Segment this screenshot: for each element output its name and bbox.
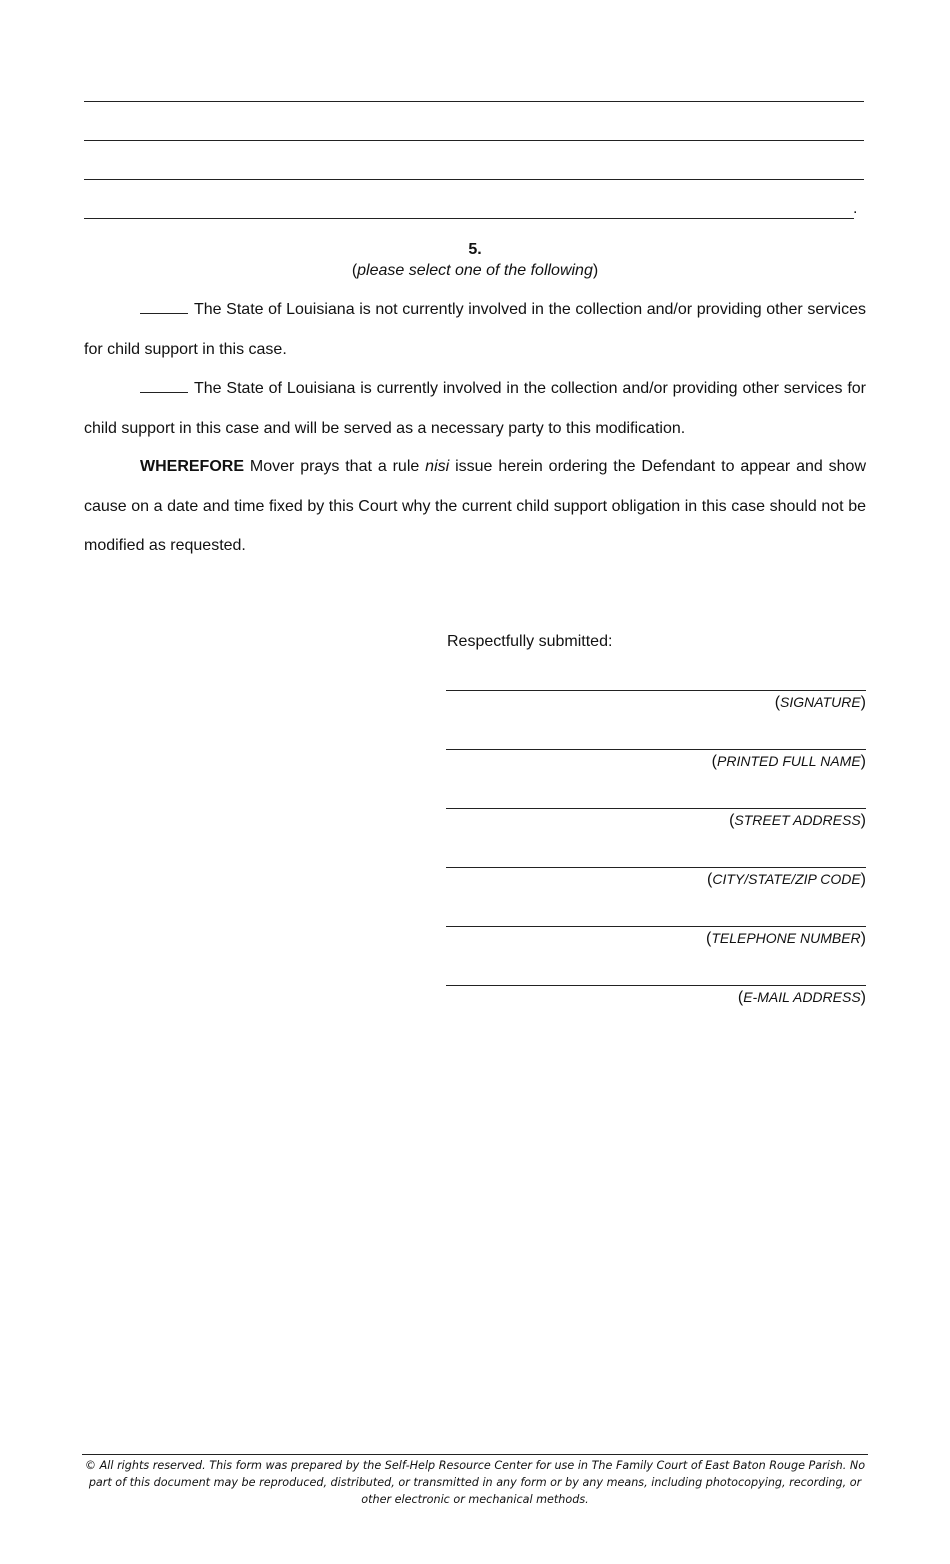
signature-label: (SIGNATURE) [774, 694, 866, 711]
email-label: (E-MAIL ADDRESS) [737, 989, 866, 1006]
telephone-line[interactable] [446, 926, 866, 927]
printed-name-label: (PRINTED FULL NAME) [711, 753, 866, 770]
email-field[interactable] [446, 985, 866, 1025]
nisi-term: nisi [425, 458, 450, 475]
section-number: 5. [468, 241, 482, 258]
section-instruction: (please select one of the following) [351, 262, 599, 279]
fill-in-line[interactable] [84, 101, 864, 102]
fill-in-line[interactable] [84, 140, 864, 141]
street-address-field[interactable] [446, 808, 866, 848]
option-involved [84, 369, 866, 448]
signature-line[interactable] [446, 690, 866, 691]
option-involved-blank[interactable] [140, 378, 188, 393]
printed-name-line[interactable] [446, 749, 866, 750]
wherefore-paragraph: WHEREFORE Mover prays that a rule nisi issue herein ordering the Defendant to appear and show cause on a date and time fixed by this Court why the current child support obligation in this case should not be modified as requested. [84, 458, 867, 554]
telephone-label: (TELEPHONE NUMBER) [705, 930, 866, 947]
option-not-involved-text: The State of Louisiana is not currently involved in the collection and/or providing other services for child support in this case. [84, 301, 866, 358]
copyright-footer: © All rights reserved. This form was prepared by the Self-Help Resource Center for use in The Family Court of East Baton Rouge Parish. No part of this document may be reproduced, distributed, or transmitted in any form or by any means, including photocopying, recording, or other electronic or mechanical methods. [82, 1454, 868, 1508]
city-state-zip-field[interactable] [446, 867, 866, 907]
signature-field[interactable] [446, 690, 866, 730]
section-instruction-text: please select one of the following [357, 262, 593, 279]
email-line[interactable] [446, 985, 866, 986]
city-state-zip-line[interactable] [446, 867, 866, 868]
wherefore-lead: WHEREFORE [140, 458, 244, 475]
street-address-line[interactable] [446, 808, 866, 809]
fill-in-line[interactable] [84, 218, 854, 219]
option-involved-text: The State of Louisiana is currently involved in the collection and/or providing other services for child support in this case and will be served as a necessary party to this modification. [84, 380, 866, 437]
line-end-period: . [853, 200, 858, 217]
city-state-zip-label: (CITY/STATE/ZIP CODE) [707, 871, 866, 888]
option-not-involved [84, 290, 866, 369]
option-not-involved-blank[interactable] [140, 299, 188, 314]
respectfully-submitted: Respectfully submitted: [447, 633, 613, 650]
street-address-label: (STREET ADDRESS) [729, 812, 866, 829]
fill-in-line[interactable] [84, 179, 864, 180]
telephone-field[interactable] [446, 926, 866, 966]
printed-name-field[interactable] [446, 749, 866, 789]
